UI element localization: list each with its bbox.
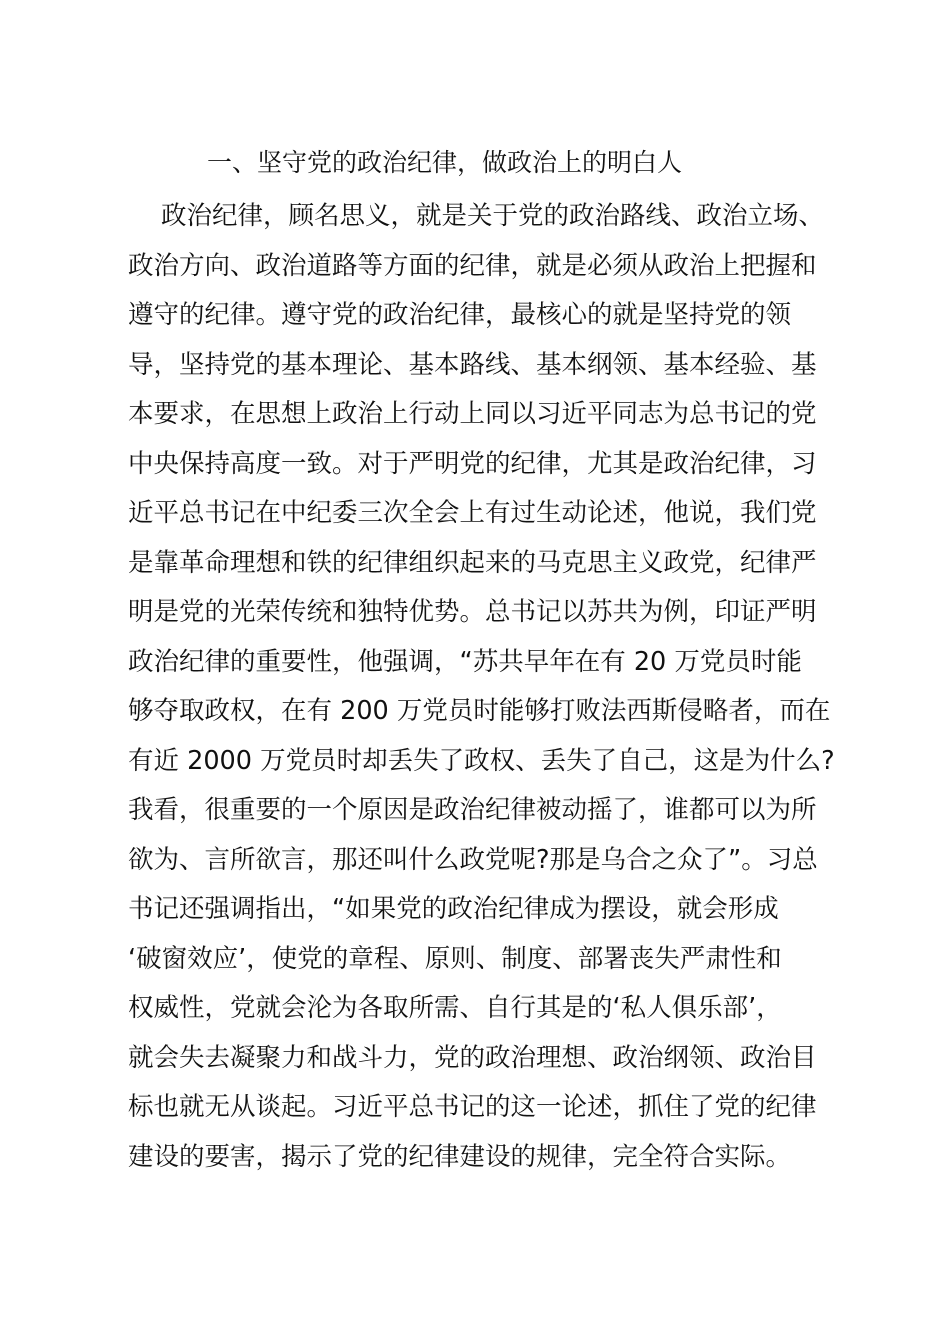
paragraph-line: 中央保持高度一致。对于严明党的纪律，尤其是政治纪律，习 xyxy=(128,448,817,479)
paragraph-line: 权威性，党就会沦为各取所需、自行其是的‘私人俱乐部’， xyxy=(128,993,782,1023)
paragraph-line: 政治纪律的重要性，他强调，“苏共早年在有 20 万党员时能 xyxy=(128,646,802,677)
paragraph-line: 标也就无从谈起。习近平总书记的这一论述，抓住了党的纪律 xyxy=(128,1092,817,1122)
paragraph-line: 建设的要害，揭示了党的纪律建设的规律，完全符合实际。 xyxy=(128,1141,792,1172)
paragraph-line: 有近 2000 万党员时却丢失了政权、丢失了自己，这是为什么? xyxy=(128,745,835,776)
paragraph-line: 书记还强调指出，“如果党的政治纪律成为摆设，就会形成 xyxy=(128,894,779,924)
paragraph-line: 就会失去凝聚力和战斗力，党的政治理想、政治纲领、政治目 xyxy=(128,1042,817,1073)
paragraph-line: 近平总书记在中纪委三次全会上有过生动论述，他说，我们党 xyxy=(128,498,817,528)
paragraph-line: 本要求，在思想上政治上行动上同以习近平同志为总书记的党 xyxy=(128,399,817,429)
paragraph-line: 够夺取政权，在有 200 万党员时能够打败法西斯侵略者，而在 xyxy=(128,696,831,726)
section-heading: 一、坚守党的政治纪律，做政治上的明白人 xyxy=(207,148,683,177)
paragraph-line: ‘破窗效应’，使党的章程、原则、制度、部署丧失严肃性和 xyxy=(128,943,782,974)
paragraph-line: 是靠革命理想和铁的纪律组织起来的马克思主义政党，纪律严 xyxy=(128,547,817,578)
paragraph-line: 政治方向、政治道路等方面的纪律，就是必须从政治上把握和 xyxy=(128,250,817,281)
paragraph-line: 欲为、言所欲言，那还叫什么政党呢?那是乌合之众了”。习总 xyxy=(128,844,818,875)
body-paragraph xyxy=(0,192,950,1182)
paragraph-line: 政治纪律，顾名思义，就是关于党的政治路线、政治立场、 xyxy=(161,201,825,231)
paragraph-line: 我看，很重要的一个原因是政治纪律被动摇了，谁都可以为所 xyxy=(128,795,817,825)
paragraph-line: 遵守的纪律。遵守党的政治纪律，最核心的就是坚持党的领 xyxy=(128,300,792,330)
paragraph-line: 导，坚持党的基本理论、基本路线、基本纲领、基本经验、基 xyxy=(128,349,817,380)
paragraph-line: 明是党的光荣传统和独特优势。总书记以苏共为例，印证严明 xyxy=(128,597,817,627)
